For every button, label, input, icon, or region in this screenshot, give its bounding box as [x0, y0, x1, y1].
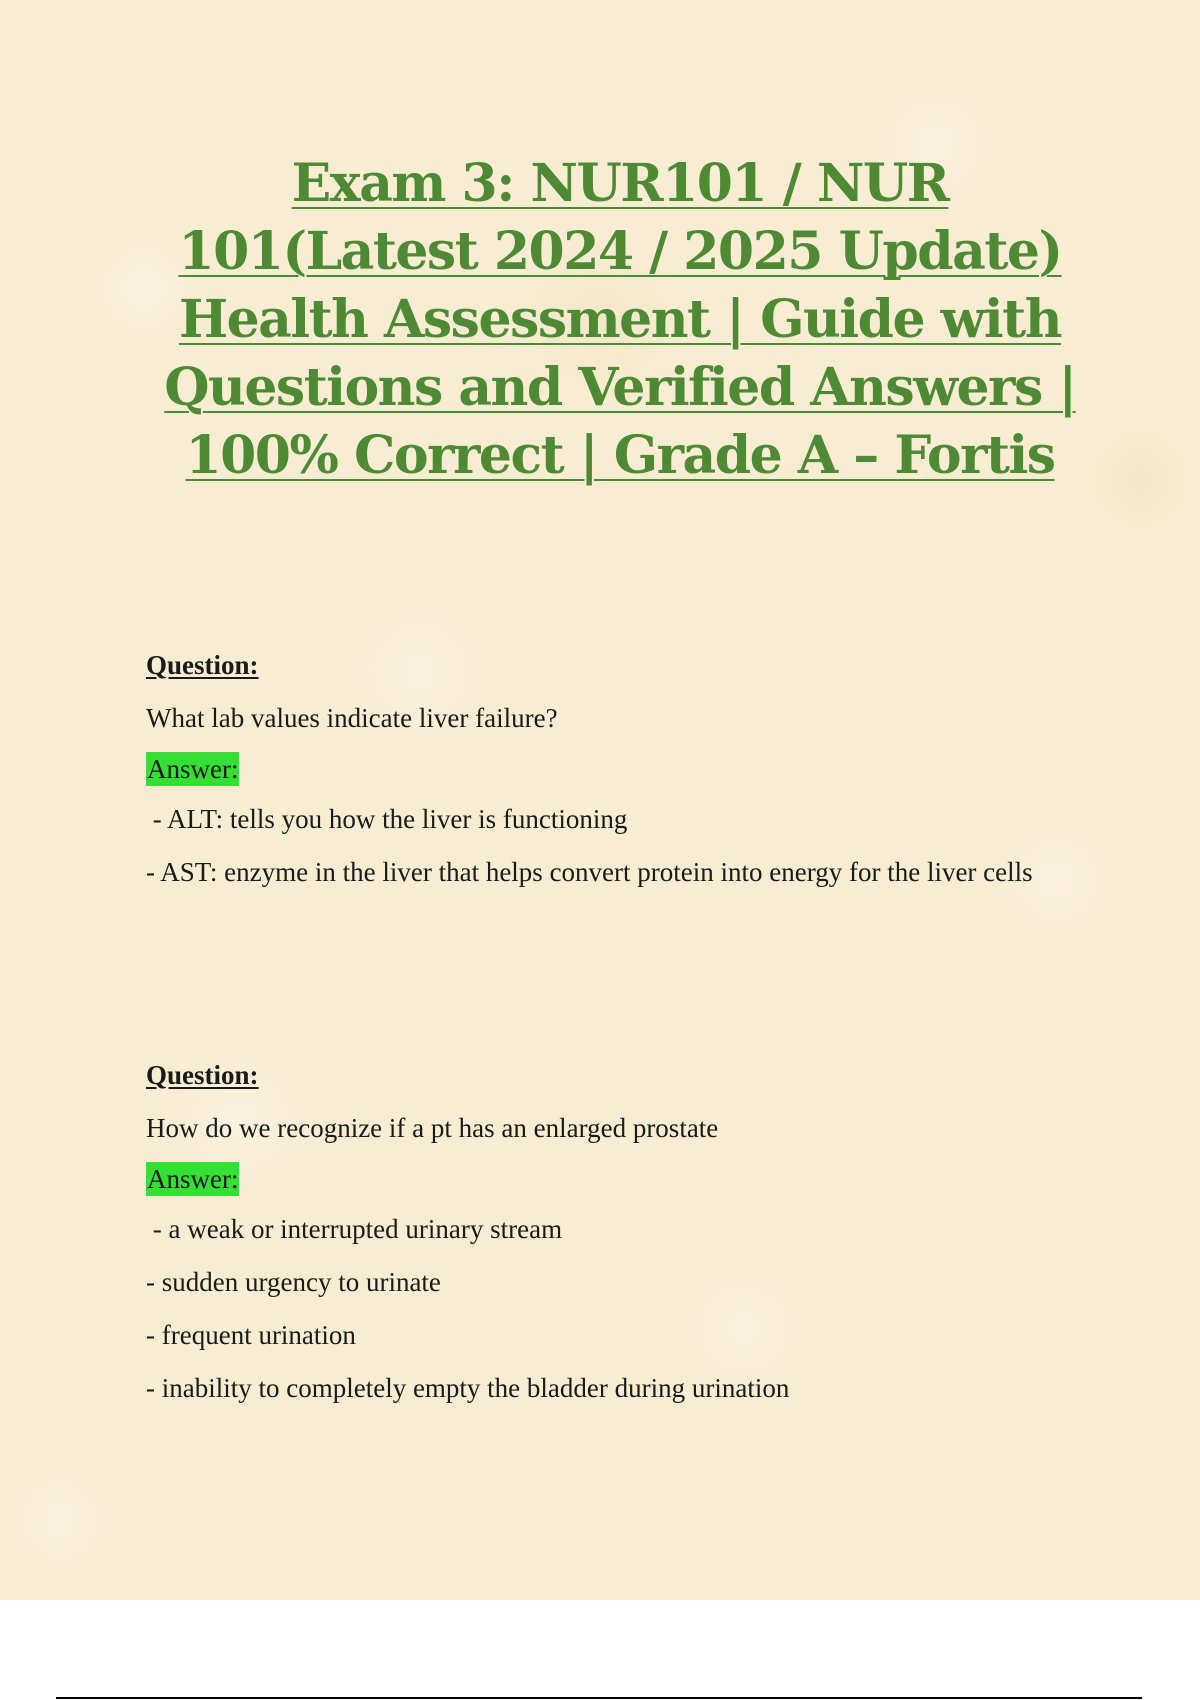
answer-item: - inability to completely empty the bladder during urination	[146, 1373, 790, 1403]
answer-label: Answer:	[147, 754, 239, 784]
footer-divider	[56, 1697, 1142, 1699]
document-title: Exam 3: NUR101 / NUR 101(Latest 2024 / 2025 Update) Health Assessment | Guide with Questions and Verified Answers | 100% Correct | Grade A – Fortis	[164, 153, 1076, 486]
answer-item: - frequent urination	[146, 1320, 356, 1350]
answer-label: Answer:	[147, 1164, 239, 1194]
qa-block	[146, 1056, 1086, 1422]
question-label: Question:	[146, 1060, 259, 1090]
qa-block	[146, 646, 1086, 906]
question-text: How do we recognize if a pt has an enlarged prostate	[146, 1113, 719, 1143]
answer-list	[146, 800, 1086, 891]
question-label: Question:	[146, 650, 259, 680]
answer-list	[146, 1210, 1086, 1407]
question-text: What lab values indicate liver failure?	[146, 703, 558, 733]
answer-item: - ALT: tells you how the liver is functioning	[146, 804, 628, 834]
answer-item: - sudden urgency to urinate	[146, 1267, 441, 1297]
answer-item: - a weak or interrupted urinary stream	[146, 1214, 563, 1244]
answer-item: - AST: enzyme in the liver that helps convert protein into energy for the liver cells	[146, 857, 1033, 887]
